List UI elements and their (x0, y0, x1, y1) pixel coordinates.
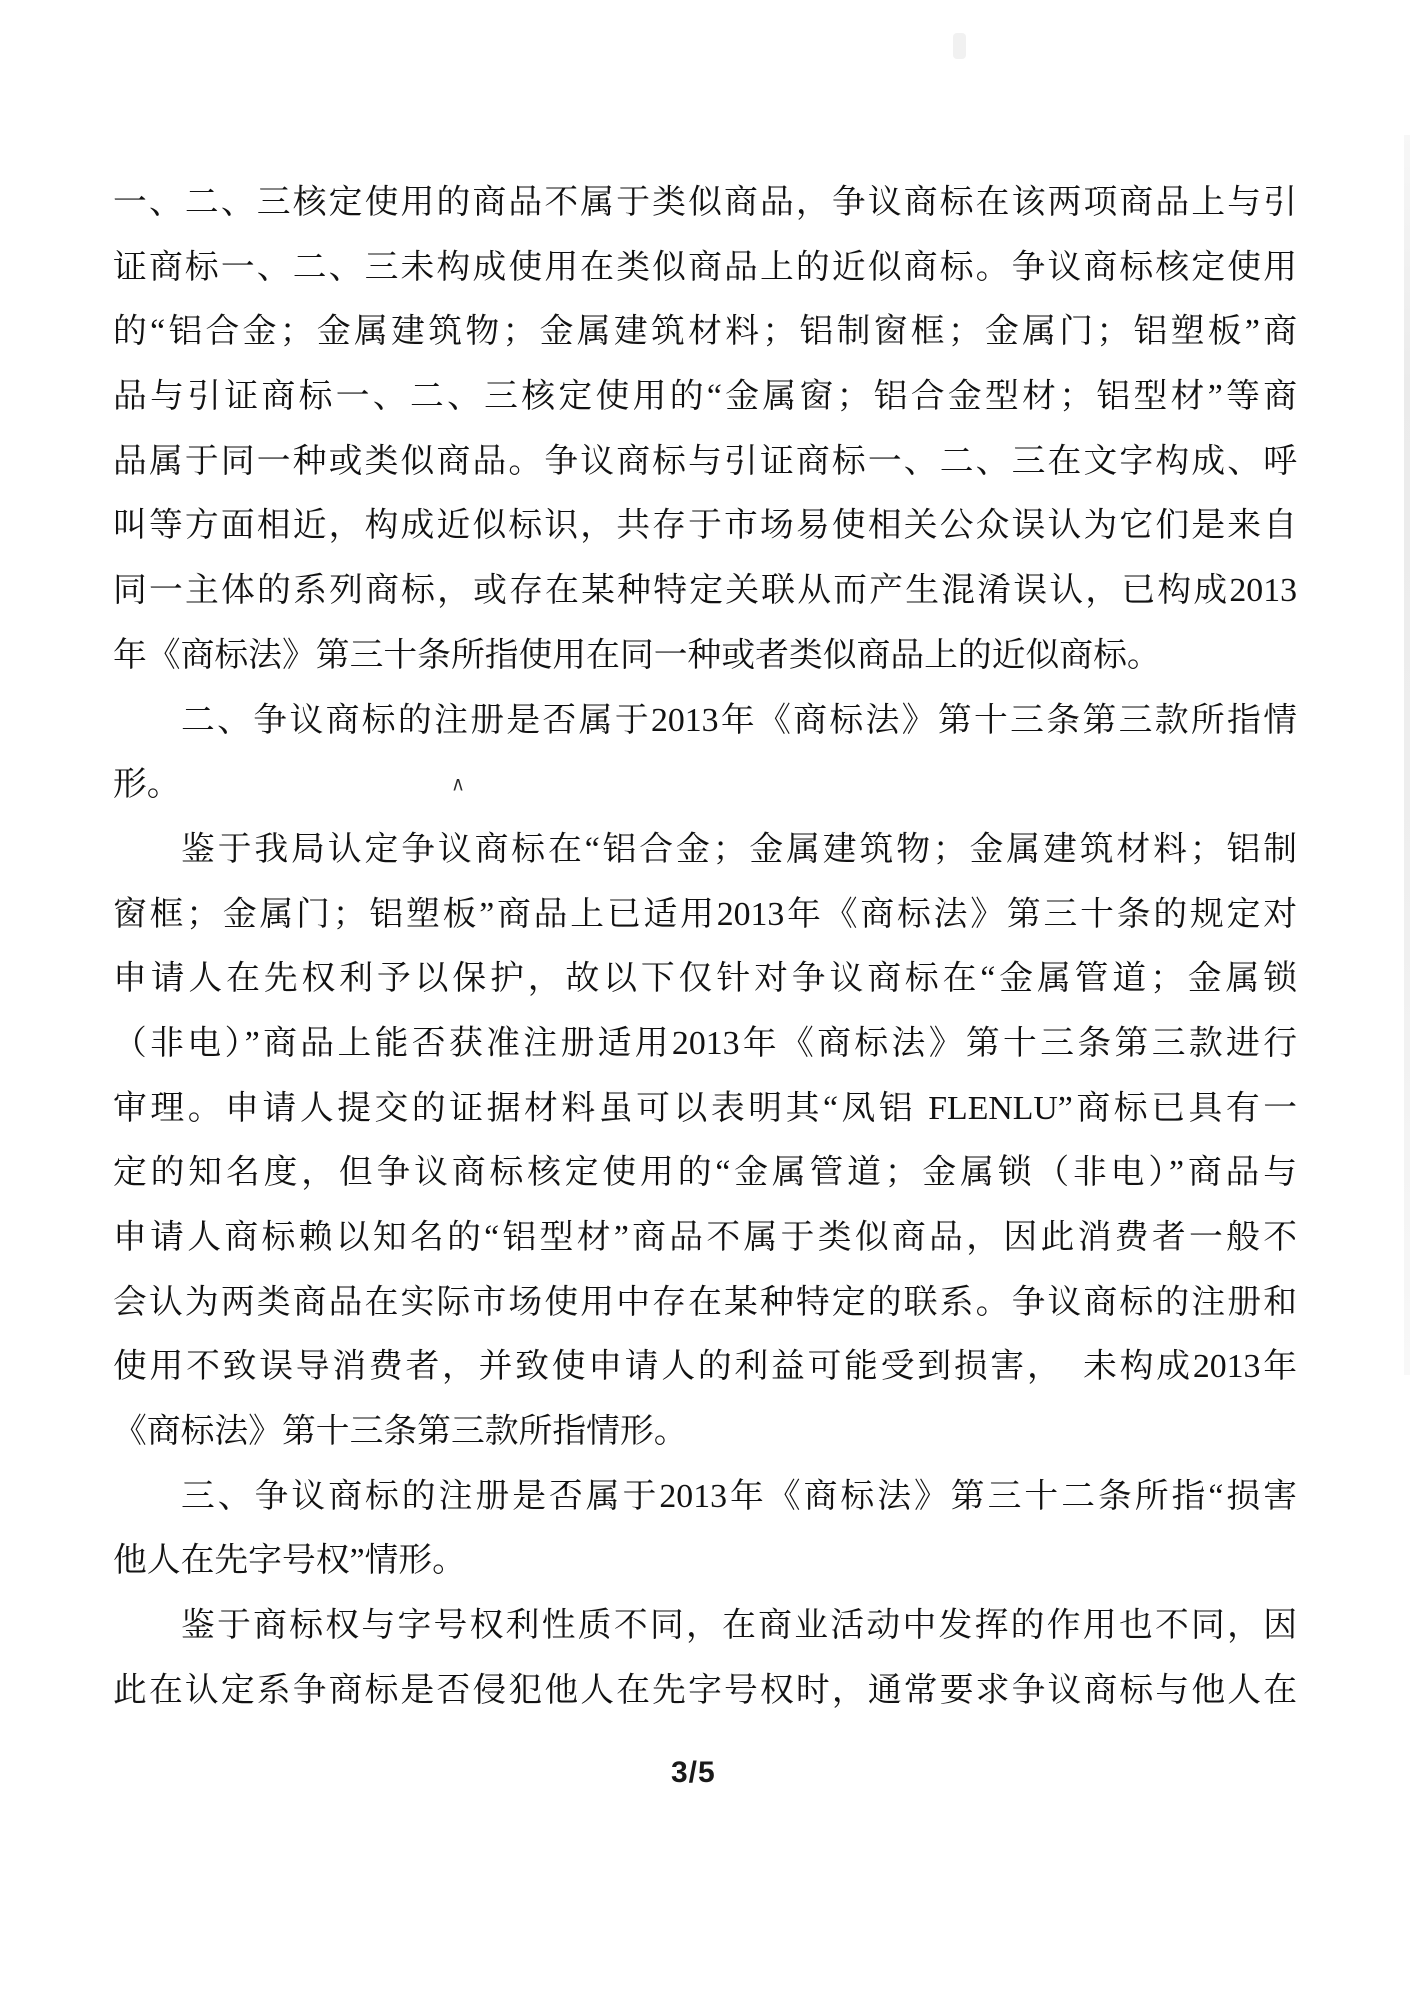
text-line: 申请人商标赖以知名的“铝型材”商品不属于类似商品，因此消费者一般不 (113, 1219, 1297, 1256)
text-line: 申请人在先权利予以保护，故以下仅针对争议商标在“金属管道；金属锁 (113, 960, 1297, 998)
text-line: 年《商标法》第三十条所指使用在同一种或者类似商品上的近似商标。 (113, 636, 1161, 674)
text-line: 此在认定系争商标是否侵犯他人在先字号权时，通常要求争议商标与他人在 (113, 1671, 1297, 1709)
text-line: 鉴于商标权与字号权利性质不同，在商业活动中发挥的作用也不同，因 (181, 1607, 1297, 1645)
text-line: （非电）”商品上能否获准注册适用2013年《商标法》第十三条第三款进行 (113, 1024, 1297, 1062)
text-line: 同一主体的系列商标，或存在某种特定关联从而产生混淆误认，已构成2013 (113, 572, 1297, 610)
text-line: 鉴于我局认定争议商标在“铝合金；金属建筑物；金属建筑材料；铝制 (181, 830, 1297, 868)
text-line: 窗框；金属门；铝塑板”商品上已适用2013年《商标法》第三十条的规定对 (113, 895, 1297, 933)
text-line: 定的知名度，但争议商标核定使用的“金属管道；金属锁（非电）”商品与 (113, 1154, 1297, 1192)
text-line: 一、二、三核定使用的商品不属于类似商品，争议商标在该两项商品上与引 (113, 184, 1297, 221)
text-line: 二、争议商标的注册是否属于2013年《商标法》第十三条第三款所指情 (181, 701, 1297, 739)
text-line: 证商标一、二、三未构成使用在类似商品上的近似商标。争议商标核定使用 (113, 248, 1297, 286)
text-line: 品属于同一种或类似商品。争议商标与引证商标一、二、三在文字构成、呼 (113, 442, 1297, 480)
text-line: 品与引证商标一、二、三核定使用的“金属窗；铝合金型材；铝型材”等商 (113, 378, 1297, 416)
text-line: 的“铝合金；金属建筑物；金属建筑材料；铝制窗框；金属门；铝塑板”商 (113, 313, 1297, 351)
page-number: 3/5 (671, 1756, 716, 1789)
text-line: 三、争议商标的注册是否属于2013年《商标法》第三十二条所指“损害 (181, 1477, 1297, 1515)
text-line: 《商标法》第十三条第三款所指情形。 (113, 1413, 688, 1451)
text-line: 使用不致误导消费者，并致使申请人的利益可能受到损害， 未构成2013年 (113, 1348, 1297, 1386)
text-line: 形。 (113, 766, 181, 804)
text-line: 他人在先字号权”情形。 (113, 1542, 466, 1580)
text-line: 叫等方面相近，构成近似标识，共存于市场易使相关公众误认为它们是来自 (113, 507, 1297, 545)
text-line: 审理。申请人提交的证据材料虽可以表明其“凤铝 FLENLU”商标已具有一 (113, 1089, 1297, 1127)
scan-artifact-caret: ʌ (453, 771, 464, 797)
scan-edge-streak (1404, 135, 1410, 1375)
document-body (113, 171, 1297, 1724)
text-line: 会认为两类商品在实际市场使用中存在某种特定的联系。争议商标的注册和 (113, 1283, 1297, 1321)
scan-smudge (953, 33, 966, 59)
